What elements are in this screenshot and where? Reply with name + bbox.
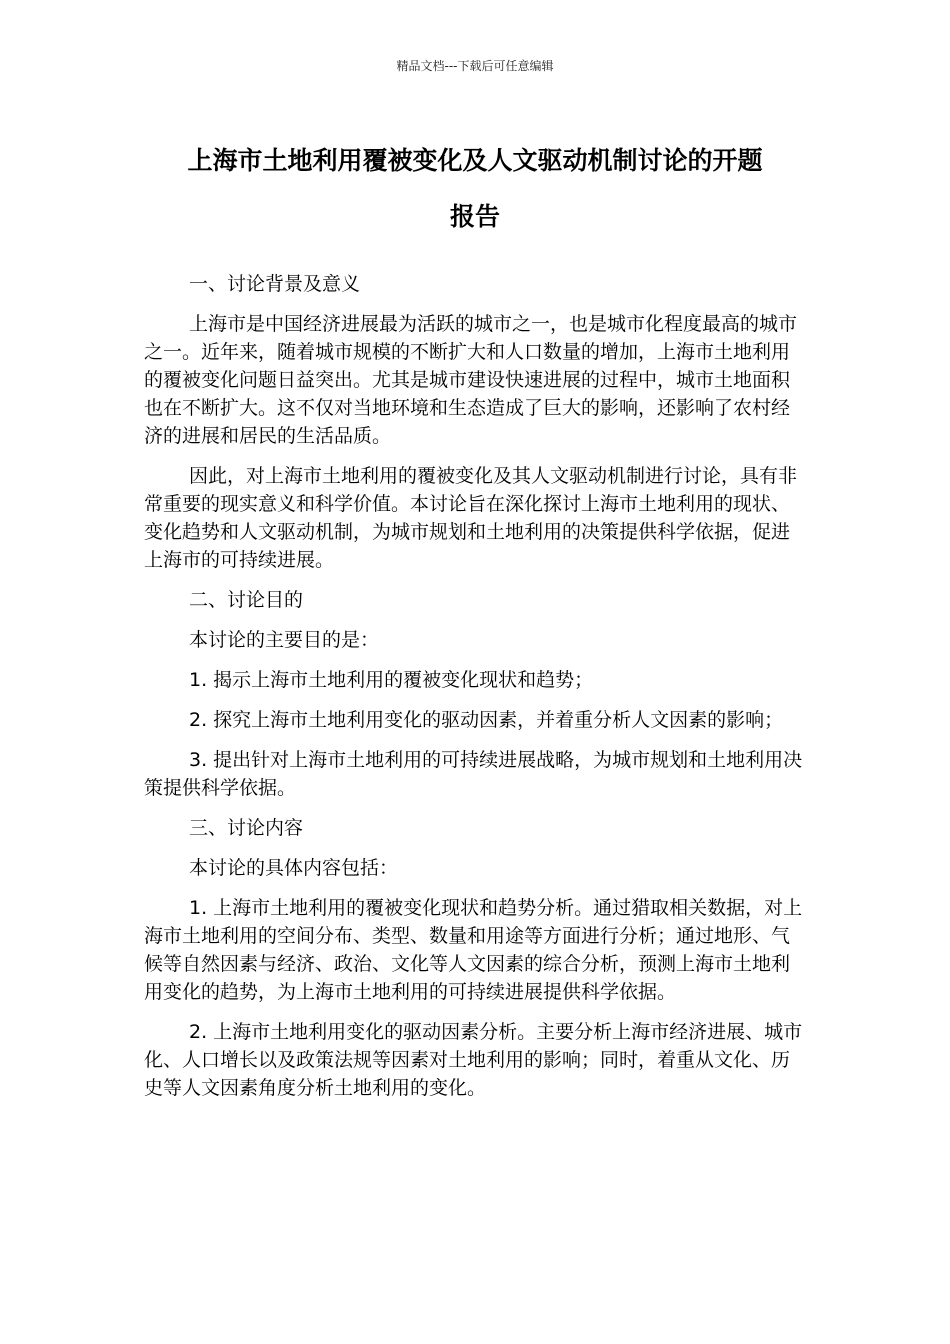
list-item: 2. 探究上海市土地利用变化的驱动因素，并着重分析人文因素的影响；: [189, 709, 784, 731]
list-item: 1. 揭示上海市土地利用的覆被变化现状和趋势；: [189, 669, 594, 691]
paragraph: 因此，对上海市土地利用的覆被变化及其人文驱动机制进行讨论，具有非常重要的现实意义和科学价值。本讨论旨在深化探讨上海市土地利用的现状、变化趋势和人文驱动机制，为城市规划和土地利用的决策提供科学依据，促进上海市的可持续进展。: [144, 465, 798, 571]
list-item: 2. 上海市土地利用变化的驱动因素分析。主要分析上海市经济进展、城市化、人口增长以及政策法规等因素对土地利用的影响；同时，着重从文化、历史等人文因素角度分析土地利用的变化。: [144, 1021, 803, 1099]
page-header: 精品文档---下载后可任意编辑: [396, 59, 554, 73]
document-body: [144, 270, 808, 1114]
section-heading-1: 一、讨论背景及意义: [189, 273, 361, 295]
section-heading-2: 二、讨论目的: [189, 589, 304, 611]
document-title-line-2: 报告: [449, 202, 500, 231]
list-item: 1. 上海市土地利用的覆被变化现状和趋势分析。通过猎取相关数据，对上海市土地利用的空间分布、类型、数量和用途等方面进行分析；通过地形、气候等自然因素与经济、政治、文化等人文因素的综合分析，预测上海市土地利用变化的趋势，为上海市土地利用的可持续进展提供科学依据。: [144, 897, 803, 1003]
paragraph: 上海市是中国经济进展最为活跃的城市之一，也是城市化程度最高的城市之一。近年来，随着城市规模的不断扩大和人口数量的增加，上海市土地利用的覆被变化问题日益突出。尤其是城市建设快速进展的过程中，城市土地面积也在不断扩大。这不仅对当地环境和生态造成了巨大的影响，还影响了农村经济的进展和居民的生活品质。: [144, 313, 798, 447]
section-heading-3: 三、讨论内容: [189, 817, 304, 839]
paragraph: 本讨论的主要目的是：: [189, 629, 380, 651]
document-title: [140, 133, 810, 245]
paragraph: 本讨论的具体内容包括：: [189, 857, 399, 879]
list-item: 3. 提出针对上海市土地利用的可持续进展战略，为城市规划和土地利用决策提供科学依据。: [144, 749, 803, 799]
document-title-line-1: 上海市土地利用覆被变化及人文驱动机制讨论的开题: [187, 146, 763, 175]
